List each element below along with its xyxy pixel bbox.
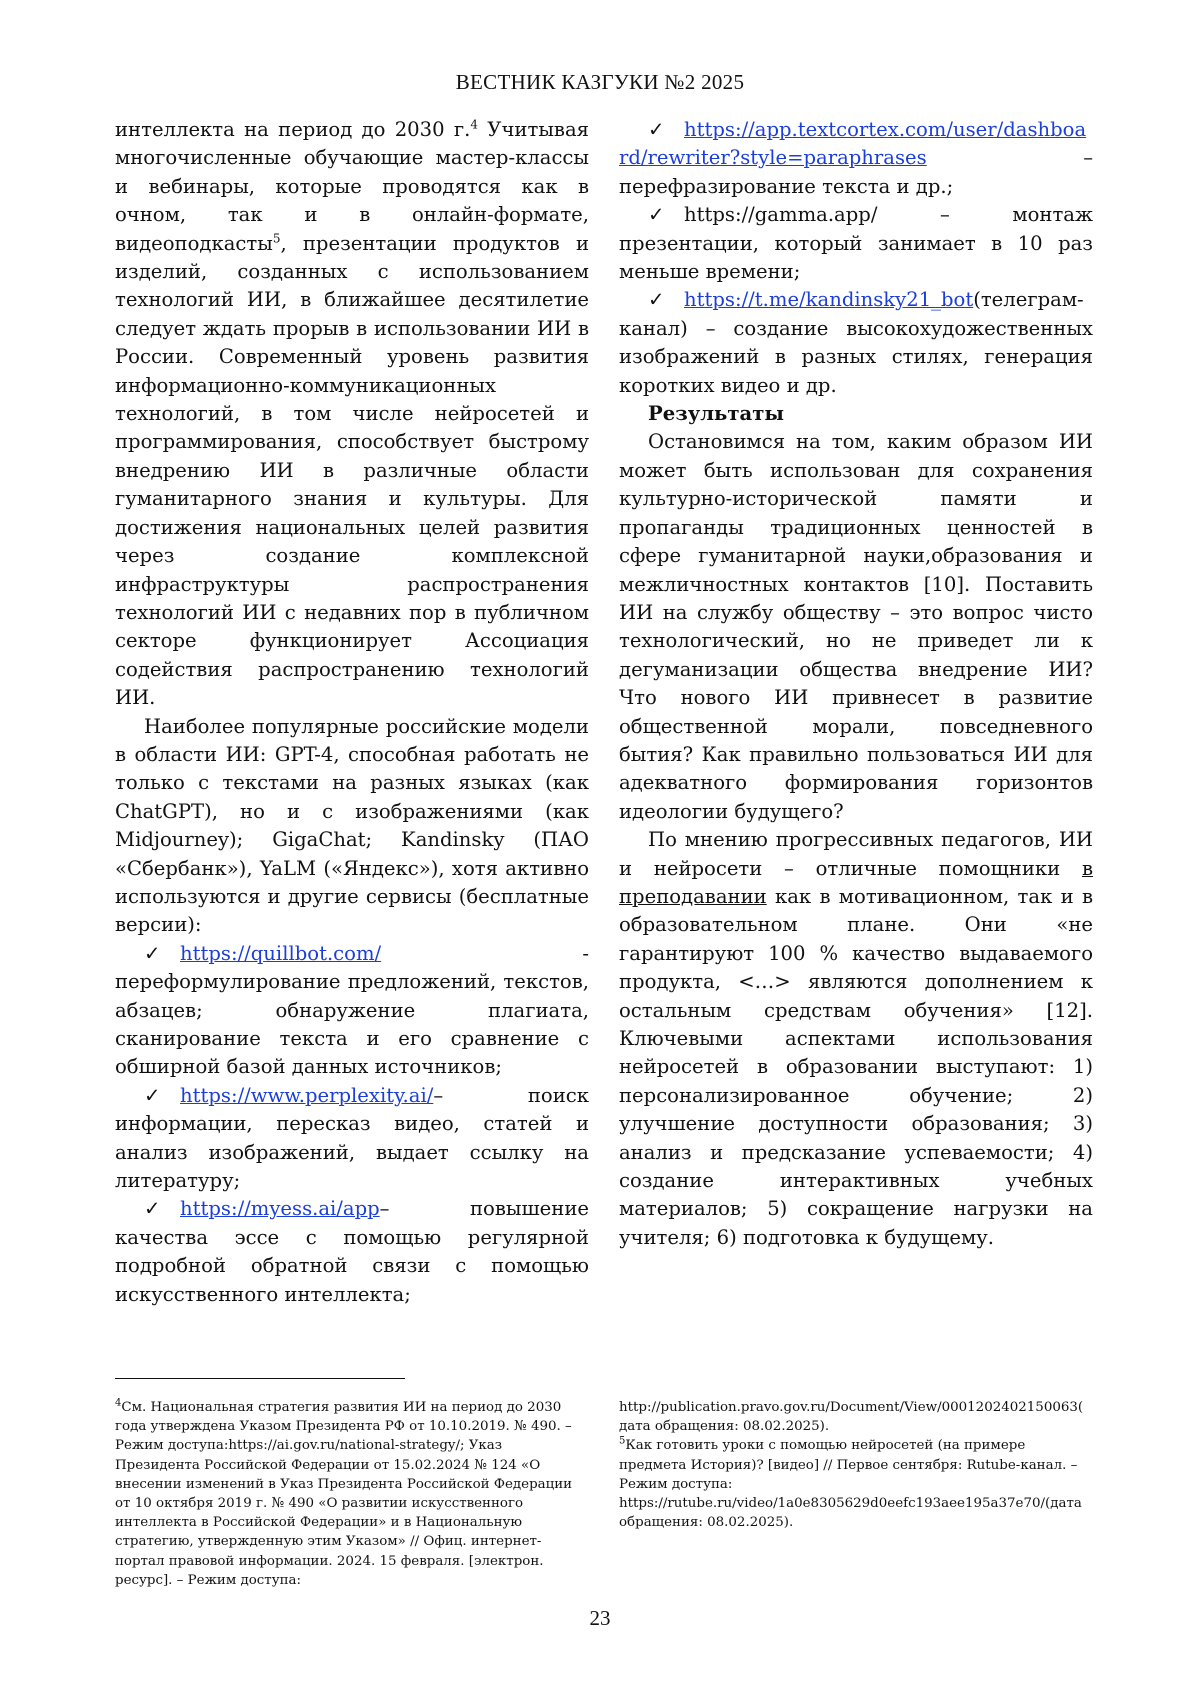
section-heading-results: Результаты [648, 402, 784, 426]
list-item-myess: ✓ https://myess.ai/app– повышение качества эссе с помощью регулярной подробной обратной связи с помощью искусственного интеллекта; [115, 1197, 589, 1306]
footnote-4-continuation: http://publication.pravo.gov.ru/Document/View/0001202402150063(дата обращения: 08.02.2025). [619, 1400, 1084, 1435]
checkmark-icon: ✓ [144, 1197, 161, 1221]
link-quillbot[interactable]: https://quillbot.com/ [180, 941, 382, 965]
footnote-ref-4[interactable]: 4 [470, 117, 479, 132]
right-column [619, 116, 1093, 1252]
checkmark-icon: ✓ [144, 941, 161, 965]
footnote-4: $^4$См. Национальная стратегия развития ИИ на период до 2030 года утверждена Указом Президента РФ от 10.10.2019. № 490. – Режим доступа:https://ai.gov.ru/national-strategy/; Указ Президента Российской Федерации от 15.02.2024 № 124 «О внесении изменений в Указ Президента Российской Федерации от 10 октября 2019 г. № 490 «О развитии искусственного интеллекта в Российской Федерации» и в Национальную стратегию, утвержденную этим Указом» // Офиц. интернет-портал правовой информации. 2024. 15 февраля. [электрон. ресурс]. – Режим доступа: [115, 1397, 573, 1588]
list-item-gamma: ✓ https://gamma.app/ – монтаж презентации, который занимает в 10 раз меньше времени; [619, 203, 1093, 284]
footnote-number-5: 5 [619, 1435, 626, 1447]
checkmark-icon: ✓ [648, 118, 665, 141]
page-number: 23 [589, 1606, 611, 1630]
paragraph-models: Наиболее популярные российские модели в области ИИ: GPT-4, способная работать не только с текстами на разных языках (как ChatGPT), но и с изображениями (как Midjourney); GigaChat; Kandinsky (ПАО «Сбербанк»), YaLM («Яндекс»), хотя активно используются и другие сервисы (бесплатные версии): [115, 714, 589, 937]
left-column [115, 116, 589, 1309]
paragraph-intro: интеллекта на период до 2030 г.$^4$ Учитывая многочисленные обучающие мастер-классы и вебинары, которые проводятся как в очном, так и в онлайн-формате, видеоподкасты$^5$, презентации продуктов и изделий, созданных с использованием технологий ИИ, в ближайшее десятилетие следует ждать прорыв в использовании ИИ в России. Современный уровень развития информационно-коммуникационных технологий, в том числе нейросетей и программирования, способствует быстрому внедрению ИИ в различные области гуманитарного знания и культуры. Для достижения национальных целей развития через создание комплексной инфраструктуры распространения технологий ИИ с недавних пор в публичном секторе функционирует Ассоциация содействия распространению технологий ИИ. [115, 117, 589, 710]
footnote-divider [115, 1378, 405, 1379]
link-perplexity[interactable]: https://www.perplexity.ai/ [180, 1083, 434, 1107]
link-kandinsky[interactable]: https://t.me/kandinsky21_bot [684, 288, 974, 312]
link-textcortex[interactable]: https://app.textcortex.com/user/dashboard/rewriter?style=paraphrases [619, 118, 1087, 170]
footnote-number-4: 4 [115, 1397, 122, 1409]
journal-header: ВЕСТНИК КАЗГУКИ №2 2025 [455, 70, 745, 94]
list-item-kandinsky: ✓ https://t.me/kandinsky21_bot(телеграм-канал) – создание высокохудожественных изображений в разных стилях, генерация коротких видео и др. [619, 288, 1093, 397]
footnote-column-right [619, 1398, 1089, 1532]
paragraph-results: Остановимся на том, каким образом ИИ может быть использован для сохранения культурно-исторической памяти и пропаганды традиционных ценностей в сфере гуманитарной науки,образования и межличностных контактов [10]. Поставить ИИ на службу обществу – это вопрос чисто технологический, но не приведет ли к дегуманизации общества внедрение ИИ? Что нового ИИ привнесет в развитие общественной морали, повседневного бытия? Как правильно пользоваться ИИ для адекватного формирования горизонтов идеологии будущего? [619, 430, 1093, 823]
paragraph-teachers: По мнению прогрессивных педагогов, ИИ и нейросети – отличные помощники в преподавании как в мотивационном, так и в образовательном плане. Они «не гарантируют 100 % качество выдаваемого продукта, <…> являются дополнением к остальным средствам обучения» [12]. Ключевыми аспектами использования нейросетей в образовании выступают: 1) персонализированное обучение; 2) улучшение доступности образования; 3) анализ и предсказание успеваемости; 4) создание интерактивных учебных материалов; 5) сокращение нагрузки на учителя; 6) подготовка к будущему. [619, 828, 1093, 1249]
list-item-textcortex: ✓ https://app.textcortex.com/user/dashboard/rewriter?style=paraphrases – перефразирование текста и др.; [619, 118, 1093, 198]
checkmark-icon: ✓ [648, 203, 665, 227]
checkmark-icon: ✓ [144, 1083, 161, 1107]
list-item-perplexity: ✓ https://www.perplexity.ai/– поиск информации, пересказ видео, статей и анализ изображений, выдает ссылку на литературу; [115, 1083, 589, 1193]
link-myess[interactable]: https://myess.ai/app [180, 1197, 380, 1221]
list-item-quillbot: ✓ https://quillbot.com/ - переформулирование предложений, текстов, абзацев; обнаружение плагиата, сканирование текста и его сравнение с обширной базой данных источников; [115, 941, 589, 1079]
footnote-5: $^5$Как готовить уроки с помощью нейросетей (на примере предмета История)? [видео] // Первое сентября: Rutube-канал. – Режим доступа: https://rutube.ru/video/1a0e8305629d0eefc193aee195a37e70/(дата обращения: 08.02.2025). [619, 1435, 1082, 1531]
footnote-ref-5[interactable]: 5 [272, 231, 281, 246]
checkmark-icon: ✓ [648, 288, 665, 312]
